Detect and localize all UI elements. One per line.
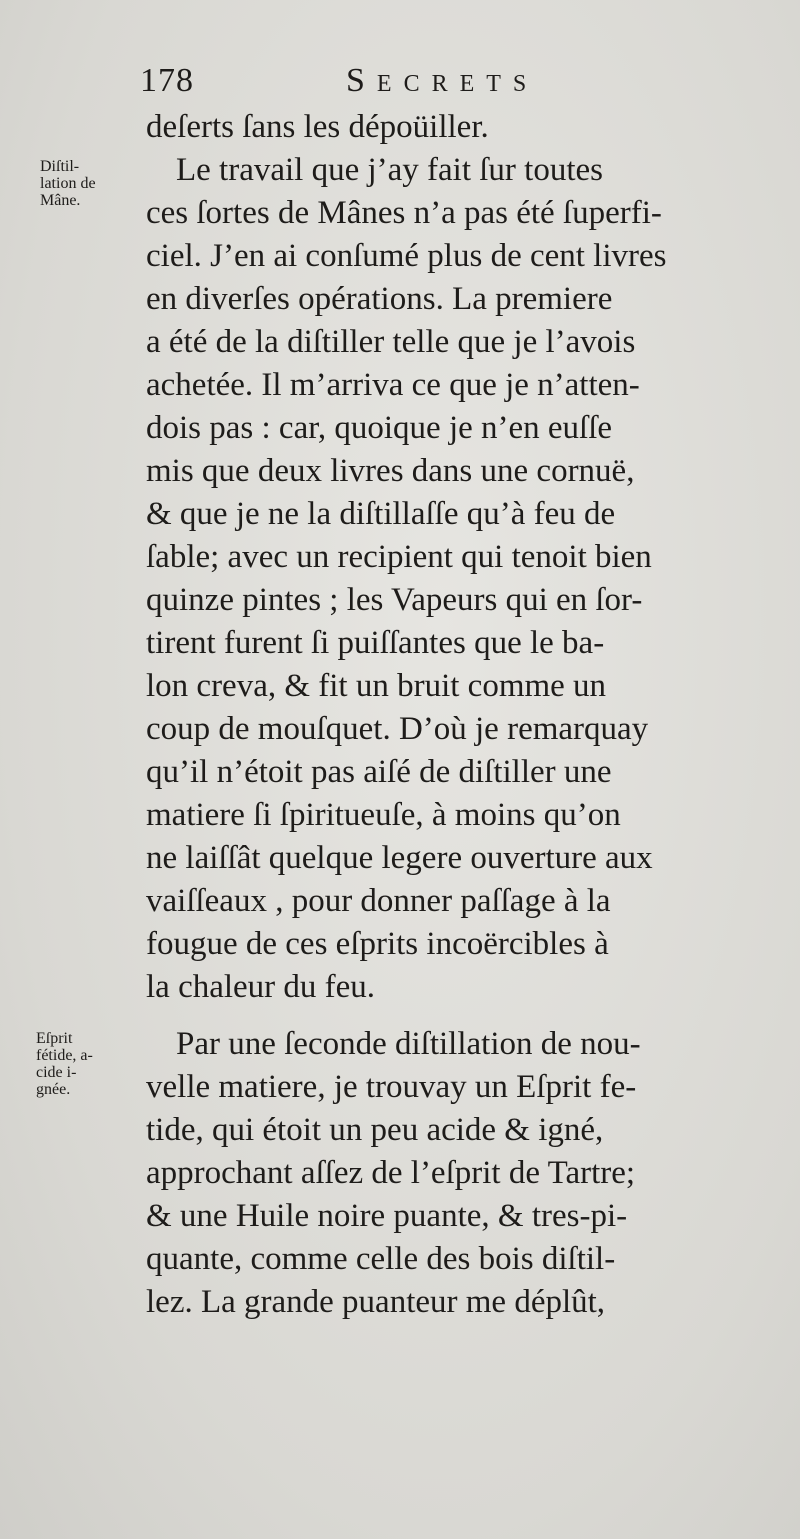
page-header: [140, 62, 570, 106]
text-line: quante, comme celle des bois diſtil-: [146, 1241, 616, 1277]
text-line: lez. La grande puanteur me déplût,: [146, 1284, 606, 1320]
text-line: approchant aſſez de l’eſprit de Tartre;: [146, 1155, 636, 1191]
text-line: Par une ſeconde diſtillation de nou-: [176, 1026, 641, 1062]
text-line: vaiſſeaux , pour donner paſſage à la: [146, 883, 611, 919]
margin-note-line: lation de: [40, 175, 96, 192]
margin-note-line: cide i-: [36, 1064, 77, 1081]
text-line: fougue de ces eſprits incoërcibles à: [146, 926, 609, 962]
text-line: mis que deux livres dans une cornuë,: [146, 453, 635, 489]
text-line: dois pas : car, quoique je n’en euſſe: [146, 410, 613, 446]
margin-note-distillation: [40, 158, 122, 209]
text-line: lon creva, & fit un bruit comme un: [146, 668, 607, 704]
text-line: achetée. Il m’arriva ce que je n’atten-: [146, 367, 640, 403]
paragraph-3: [146, 1023, 746, 1324]
margin-note-line: Diſtil-: [40, 158, 80, 175]
text-line: Le travail que j’ay fait ſur toutes: [176, 152, 604, 188]
paragraph-1: [146, 106, 746, 149]
text-line: tirent furent ſi puiſſantes que le ba-: [146, 625, 605, 661]
text-line: ciel. J’en ai conſumé plus de cent livres: [146, 238, 667, 274]
text-line: ſable; avec un recipient qui tenoit bien: [146, 539, 652, 575]
text-line: la chaleur du feu.: [146, 969, 376, 1005]
margin-note-line: Eſprit: [36, 1030, 73, 1047]
text-line: & que je ne la diſtillaſſe qu’à feu de: [146, 496, 616, 532]
body-text: [146, 106, 746, 1324]
text-line: ne laiſſât quelque legere ouverture aux: [146, 840, 653, 876]
text-line: a été de la diſtiller telle que je l’avois: [146, 324, 636, 360]
text-line: velle matiere, je trouvay un Eſprit fe-: [146, 1069, 637, 1105]
page-number: 178: [140, 62, 194, 99]
text-line: qu’il n’étoit pas aiſé de diſtiller une: [146, 754, 612, 790]
text-line: matiere ſi ſpiritueuſe, à moins qu’on: [146, 797, 621, 833]
text-line: en diverſes opérations. La premiere: [146, 281, 613, 317]
text-line: tide, qui étoit un peu acide & igné,: [146, 1112, 604, 1148]
text-line: & une Huile noire puante, & tres-pi-: [146, 1198, 628, 1234]
text-line: deſerts ſans les dépoüiller.: [146, 109, 489, 145]
paragraph-2: [146, 149, 746, 1009]
margin-note-esprit: [36, 1030, 118, 1098]
text-line: coup de mouſquet. D’où je remarquay: [146, 711, 649, 747]
text-line: quinze pintes ; les Vapeurs qui en ſor-: [146, 582, 643, 618]
text-line: ces ſortes de Mânes n’a pas été ſuperfi-: [146, 195, 662, 231]
margin-note-line: gnée.: [36, 1081, 71, 1098]
margin-note-line: fétide, a-: [36, 1047, 93, 1064]
margin-note-line: Mâne.: [40, 192, 81, 209]
running-title: Secrets: [346, 62, 539, 99]
